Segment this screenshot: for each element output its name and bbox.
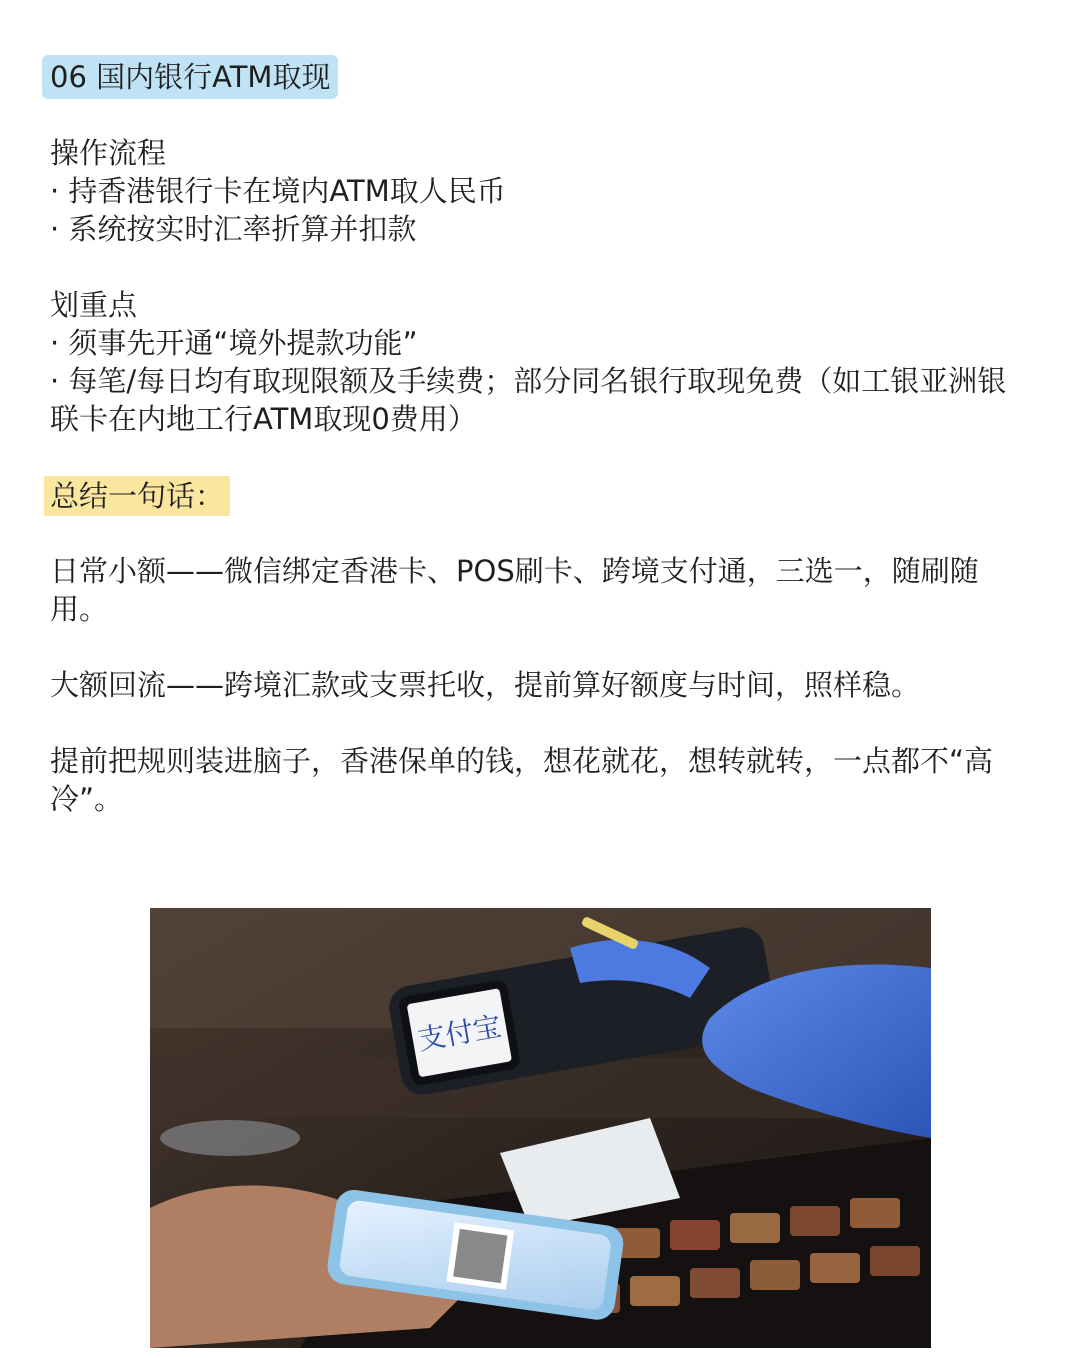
process-title: 操作流程 [50, 136, 167, 170]
key-point-item: · 须事先开通“境外提款功能” [50, 326, 418, 360]
section-heading: 06 国内银行ATM取现 [42, 55, 338, 99]
summary-paragraph-text: 提前把规则装进脑子，香港保单的钱，想花就花，想转就转，一点都不“高冷”。 [50, 744, 994, 816]
summary-paragraph [50, 666, 1040, 704]
pos-sign-text: 支付宝 [415, 1009, 504, 1057]
key-points-title: 划重点 [50, 288, 138, 322]
process-item: · 系统按实时汇率折算并扣款 [50, 212, 417, 246]
summary-paragraph [50, 742, 1035, 818]
payment-photo-illustration [150, 908, 931, 1348]
process-section [50, 134, 1040, 248]
summary-label: 总结一句话： [44, 476, 230, 516]
key-point-item: · 每笔/每日均有取现限额及手续费；部分同名银行取现免费（如工银亚洲银联卡在内地工行ATM取现0费用） [50, 364, 1007, 436]
process-item: · 持香港银行卡在境内ATM取人民币 [50, 174, 506, 208]
summary-paragraph [50, 552, 1030, 628]
summary-paragraph-text: 大额回流——跨境汇款或支票托收，提前算好额度与时间，照样稳。 [50, 668, 921, 702]
key-points-section [50, 286, 1040, 438]
payment-photo [150, 908, 931, 1348]
summary-paragraph-text: 日常小额——微信绑定香港卡、POS刷卡、跨境支付通，三选一，随刷随用。 [50, 554, 979, 626]
